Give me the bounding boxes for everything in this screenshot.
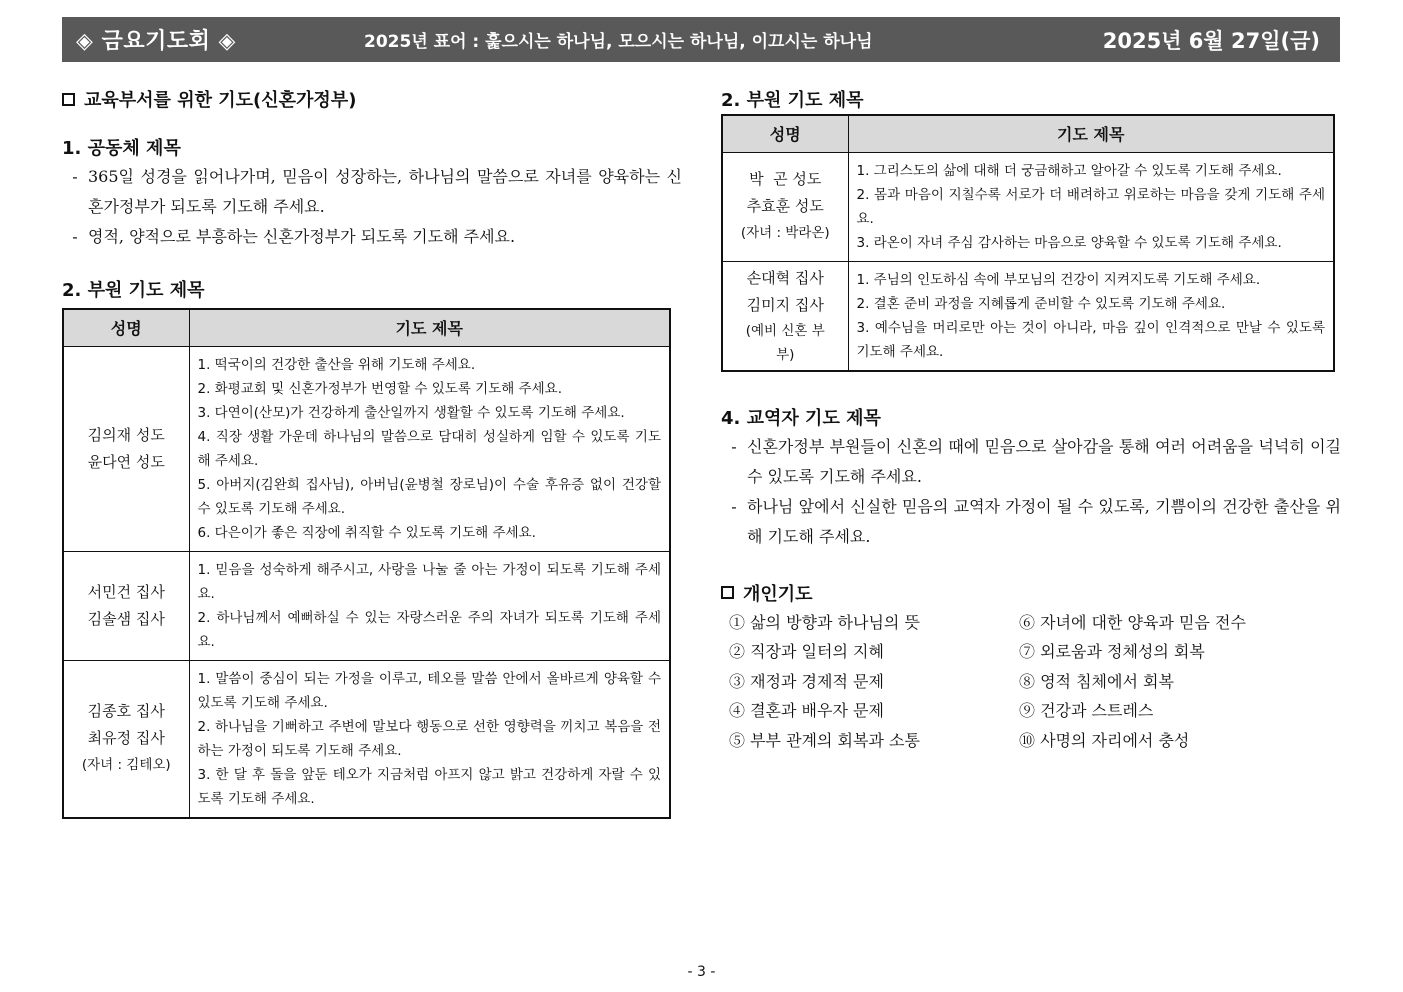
prayer-items (189, 551, 670, 660)
minister-heading: 4. 교역자 기도 제목 (721, 407, 881, 429)
prayer-item: 4. 직장 생활 가운데 하나님의 말씀으로 담대히 성실하게 임할 수 있도록 기도해 주세요. (197, 428, 661, 469)
header-name: 성명 (722, 115, 848, 152)
prayer-item: 1. 주님의 인도하심 속에 부모님의 건강이 지켜지도록 기도해 주세요. (856, 271, 1261, 288)
minister-item-2: 하나님 앞에서 신실한 믿음의 교역자 가정이 될 수 있도록, 기쁨이의 건강한 출산을 위해 기도해 주세요. (747, 496, 1341, 546)
list-item (62, 222, 682, 252)
community-item-1: 365일 성경을 읽어나가며, 믿음이 성장하는, 하나님의 말씀으로 자녀를 양육하는 신혼가정부가 되도록 기도해 주세요. (88, 167, 682, 216)
member-child: (자녀 : 김테오) (81, 757, 171, 773)
list-item: ② 직장과 일터의 지혜 (729, 642, 884, 661)
personal-title-text: 개인기도 (743, 583, 813, 605)
table-row (63, 346, 670, 551)
members-heading: 2. 부원 기도 제목 (62, 280, 205, 301)
prayer-items (848, 152, 1334, 261)
dash-bullet-icon: - (731, 436, 737, 456)
table-row (722, 261, 1334, 371)
member-name: 박 곤 성도 (749, 170, 822, 188)
prayer-items (848, 261, 1334, 371)
table-row (63, 660, 670, 818)
list-item: ⑦ 외로움과 정체성의 회복 (1019, 642, 1205, 661)
page-header (62, 17, 1340, 62)
table-row (722, 152, 1334, 261)
prayer-item: 1. 그리스도의 삶에 대해 더 궁금해하고 알아갈 수 있도록 기도해 주세요. (856, 162, 1282, 179)
prayer-item: 3. 다연이(산모)가 건강하게 출산일까지 생활할 수 있도록 기도해 주세요. (197, 404, 625, 421)
prayer-item: 2. 화평교회 및 신혼가정부가 번영할 수 있도록 기도해 주세요. (197, 380, 562, 397)
list-item: ⑩ 사명의 자리에서 충성 (1019, 730, 1190, 750)
header-date: 2025년 6월 27일(금) (1102, 28, 1320, 53)
member-name: 서민건 집사 (87, 582, 165, 601)
prayer-item: 5. 아버지(김완희 집사님), 아버님(윤병철 장로님)이 수술 후유증 없이 건강할 수 있도록 기도해 주세요. (197, 476, 661, 517)
member-names (63, 551, 189, 660)
list-item (721, 492, 1341, 552)
prayer-item: 2. 하나님께서 예뻐하실 수 있는 자랑스러운 주의 자녀가 되도록 기도해 주세요. (197, 609, 661, 650)
list-item: ⑥ 자녀에 대한 양육과 믿음 전수 (1019, 612, 1246, 632)
member-name: 손대혁 집사 (746, 268, 824, 287)
prayer-item: 2. 몸과 마음이 지칠수록 서로가 더 배려하고 위로하는 마음을 갖게 기도해 주세요. (856, 186, 1325, 227)
prayer-item: 3. 라온이 자녀 주심 감사하는 마음으로 양육할 수 있도록 기도해 주세요. (856, 234, 1282, 251)
members-heading-right: 2. 부원 기도 제목 (721, 90, 864, 111)
table-row (63, 551, 670, 660)
prayer-item: 1. 믿음을 성숙하게 해주시고, 사랑을 나눌 줄 아는 가정이 되도록 기도해 주세요. (197, 561, 661, 602)
community-heading: 1. 공동체 제목 (62, 138, 181, 159)
prayer-items (189, 660, 670, 818)
header-prayer: 기도 제목 (848, 115, 1334, 152)
members-prayer-table-right (721, 114, 1335, 372)
member-name: 김솔샘 집사 (87, 609, 165, 628)
prayer-item: 1. 떡국이의 건강한 출산을 위해 기도해 주세요. (197, 356, 476, 373)
members-prayer-table (62, 308, 671, 819)
prayer-item: 2. 결혼 준비 과정을 지혜롭게 준비할 수 있도록 기도해 주세요. (856, 295, 1226, 312)
member-name: 김종호 집사 (87, 702, 165, 720)
member-name: 김미지 집사 (746, 295, 824, 314)
minister-list (721, 432, 1341, 552)
member-names (63, 660, 189, 818)
community-item-2: 영적, 양적으로 부흥하는 신혼가정부가 되도록 기도해 주세요. (88, 227, 516, 246)
list-item: ③ 재정과 경제적 문제 (729, 671, 884, 691)
table-header-row (63, 309, 670, 346)
list-item: ⑤ 부부 관계의 회복과 소통 (729, 730, 920, 750)
list-item: ⑨ 건강과 스트레스 (1019, 701, 1154, 720)
minister-item-1: 신혼가정부 부원들이 신혼의 때에 믿음으로 살아감을 통해 여러 어려움을 넉넉히 이길 수 있도록 기도해 주세요. (747, 436, 1341, 486)
list-item (62, 162, 682, 222)
list-item: ⑧ 영적 침체에서 회복 (1019, 671, 1174, 691)
member-name: 김의재 성도 (87, 425, 165, 444)
section-title-text: 교육부서를 위한 기도(신혼가정부) (84, 90, 357, 111)
member-name: 윤다연 성도 (87, 452, 165, 471)
left-column (62, 84, 682, 819)
prayer-item: 3. 한 달 후 돌을 앞둔 테오가 지금처럼 아프지 않고 밝고 건강하게 자랄 수 있도록 기도해 주세요. (197, 766, 661, 807)
member-child: (자녀 : 박라온) (740, 225, 830, 241)
table-header-row (722, 115, 1334, 152)
personal-title (721, 578, 1341, 608)
member-name: 최유정 집사 (87, 729, 165, 747)
checkbox-square-icon (721, 586, 734, 599)
list-item (721, 432, 1341, 492)
personal-prayer-list (721, 608, 1341, 756)
right-column (721, 84, 1341, 755)
list-item: ① 삶의 방향과 하나님의 뜻 (729, 612, 920, 632)
dash-bullet-icon: - (72, 227, 78, 246)
dash-bullet-icon: - (72, 167, 78, 186)
member-names (63, 346, 189, 551)
prayer-item: 6. 다은이가 좋은 직장에 취직할 수 있도록 기도해 주세요. (197, 524, 536, 541)
page-number: - 3 - (687, 964, 716, 980)
member-name: 추효훈 성도 (746, 197, 824, 215)
header-title: ◈ 금요기도회 ◈ (76, 29, 236, 54)
prayer-item: 2. 하나님을 기뻐하고 주변에 말보다 행동으로 선한 영향력을 끼치고 복음을 전하는 가정이 되도록 기도해 주세요. (197, 718, 661, 759)
header-motto: 2025년 표어 : 훑으시는 하나님, 모으시는 하나님, 이끄시는 하나님 (364, 32, 873, 52)
header-name: 성명 (63, 309, 189, 346)
section-title (62, 84, 682, 114)
prayer-item: 3. 예수님을 머리로만 아는 것이 아니라, 마음 깊이 인격적으로 만날 수 있도록 기도해 주세요. (856, 319, 1325, 360)
prayer-items (189, 346, 670, 551)
list-item: ④ 결혼과 배우자 문제 (729, 701, 884, 720)
member-child: (예비 신혼 부부) (745, 322, 825, 363)
member-names (722, 261, 848, 371)
checkbox-square-icon (62, 93, 75, 106)
dash-bullet-icon: - (731, 496, 737, 516)
header-prayer: 기도 제목 (189, 309, 670, 346)
member-names (722, 152, 848, 261)
prayer-item: 1. 말씀이 중심이 되는 가정을 이루고, 테오를 말씀 안에서 올바르게 양육할 수 있도록 기도해 주세요. (197, 670, 661, 711)
community-list (62, 162, 682, 252)
